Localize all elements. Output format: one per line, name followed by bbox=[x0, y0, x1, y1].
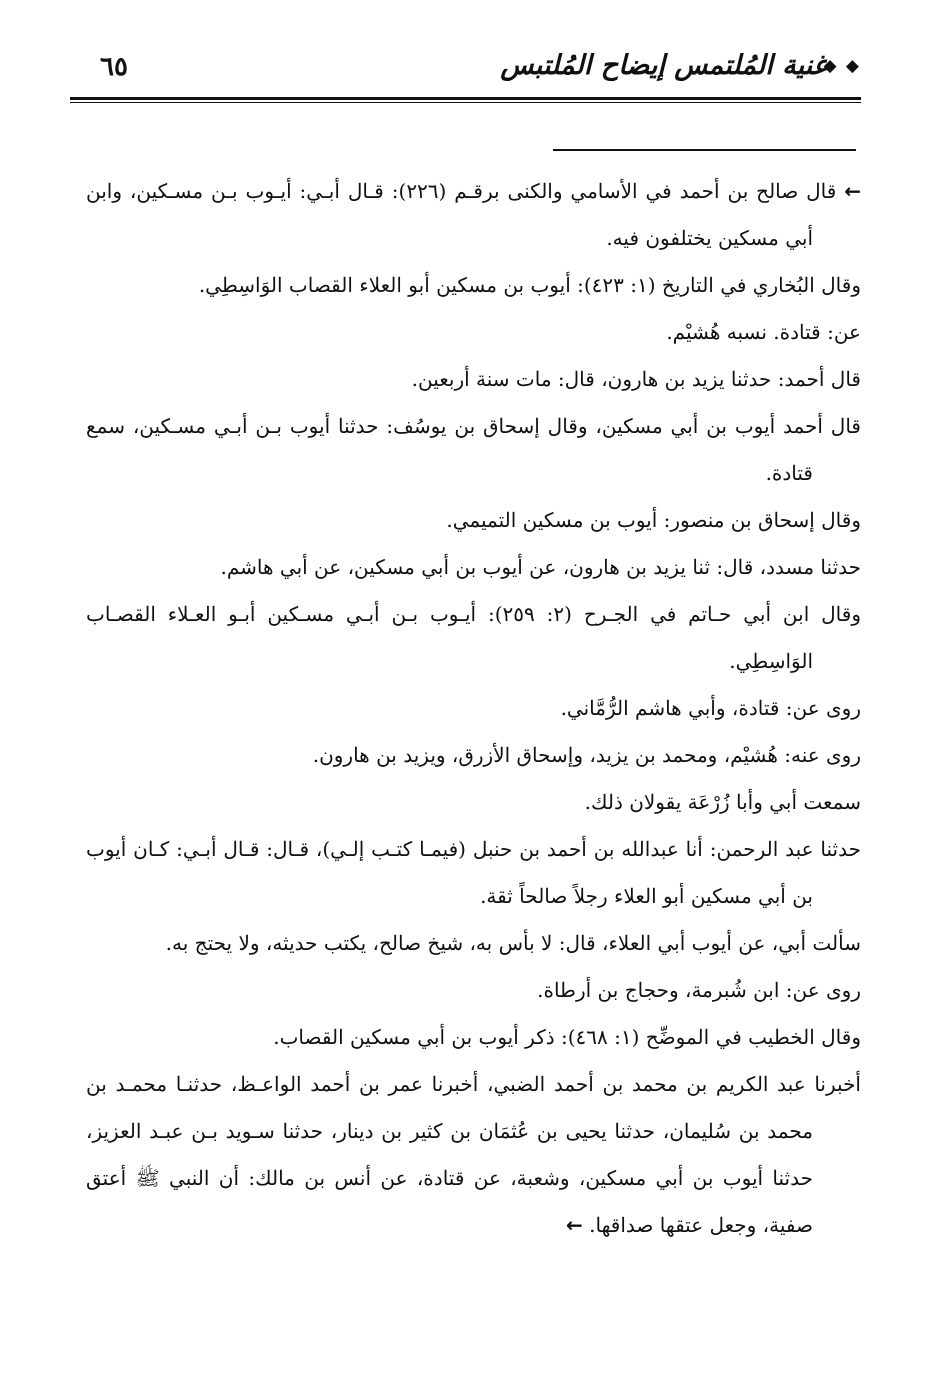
page-number: ٦٥ bbox=[100, 52, 128, 82]
header-rule-thin bbox=[70, 102, 861, 103]
footnote-separator bbox=[553, 149, 856, 151]
footnote-paragraph: حدثنا عبد الرحمن: أنا عبدالله بن أحمد بن حنبل (فيمـا كتـب إلـي)، قـال: قـال أبـي: كـان أيوب بن أبي مسكين أبو العلاء رجلاً صالحاً ثقة. bbox=[86, 837, 861, 908]
footnote-paragraph: وقال البُخاري في التاريخ (١: ٤٢٣): أيوب بن مسكين أبو العلاء القصاب الوَاسِطِي. bbox=[198, 273, 861, 297]
footnote-paragraph: وقال إسحاق بن منصور: أيوب بن مسكين التميمي. bbox=[446, 508, 861, 532]
footnote-paragraph: سمعت أبي وأبا زُرْعَة يقولان ذلك. bbox=[584, 790, 861, 814]
footnote-paragraph: أخبرنا عبد الكريم بن محمد بن أحمد الضبي، أخبرنا عمر بن أحمد الواعـظ، حدثنـا محمـد بن محمد بن سُليمان، حدثنا يحيى بن عُثمَان بن كثير بن دينار، حدثنا سـويد بـن عبـد العزيز، حدثنا أيوب بن أبي مسكين، وشعبة، عن قتادة، عن أنس بن مالك: أن النبي ﷺ أعتق صفية، وجعل عتقها صداقها. ← bbox=[86, 1072, 861, 1237]
footnote-paragraph: روى عن: قتادة، وأبي هاشم الرُّمَّاني. bbox=[560, 696, 861, 720]
arrow-left-icon: ← bbox=[566, 1213, 583, 1237]
footnote-paragraph: قال أحمد: حدثنا يزيد بن هارون، قال: مات سنة أربعين. bbox=[411, 367, 861, 391]
footnote-paragraph: وقال الخطيب في الموضِّح (١: ٤٦٨): ذكر أيوب بن أبي مسكين القصاب. bbox=[273, 1025, 861, 1049]
footnote-paragraph: روى عنه: هُشيْم، ومحمد بن يزيد، وإسحاق الأزرق، ويزيد بن هارون. bbox=[312, 743, 861, 767]
book-title: غنية المُلتمس إيضاح المُلتبس bbox=[500, 50, 827, 81]
footnote-paragraph: عن: قتادة. نسبه هُشيْم. bbox=[666, 320, 861, 344]
footnote-paragraph: وقال ابن أبي حـاتم في الجـرح (٢: ٢٥٩): أيـوب بـن أبـي مسـكين أبـو العـلاء القصـاب الوَاسِطِي. bbox=[86, 602, 861, 673]
arrow-left-icon: ← bbox=[844, 179, 862, 203]
diamond-ornament: ◆ ◆ bbox=[823, 56, 861, 76]
footnote-paragraph: روى عن: ابن شُبرمة، وحجاج بن أرطاة. bbox=[537, 978, 861, 1002]
footnote-body bbox=[86, 168, 861, 1249]
footnote-paragraph: سألت أبي، عن أيوب أبي العلاء، قال: لا بأس به، شيخ صالح، يكتب حديثه، ولا يحتج به. bbox=[165, 931, 861, 955]
footnote-paragraph: ← قال صالح بن أحمد في الأسامي والكنى برقـم (٢٢٦): قـال أبـي: أيـوب بـن مسـكين، وابن أبي مسكين يختلفون فيه. bbox=[86, 179, 862, 250]
header-rule bbox=[70, 97, 861, 100]
running-header bbox=[70, 50, 861, 94]
footnote-paragraph: قال أحمد أيوب بن أبي مسكين، وقال إسحاق بن يوسُف: حدثنا أيوب بـن أبـي مسـكين، سمع قتادة. bbox=[86, 414, 861, 485]
footnote-paragraph: حدثنا مسدد، قال: ثنا يزيد بن هارون، عن أيوب بن أبي مسكين، عن أبي هاشم. bbox=[220, 555, 861, 579]
